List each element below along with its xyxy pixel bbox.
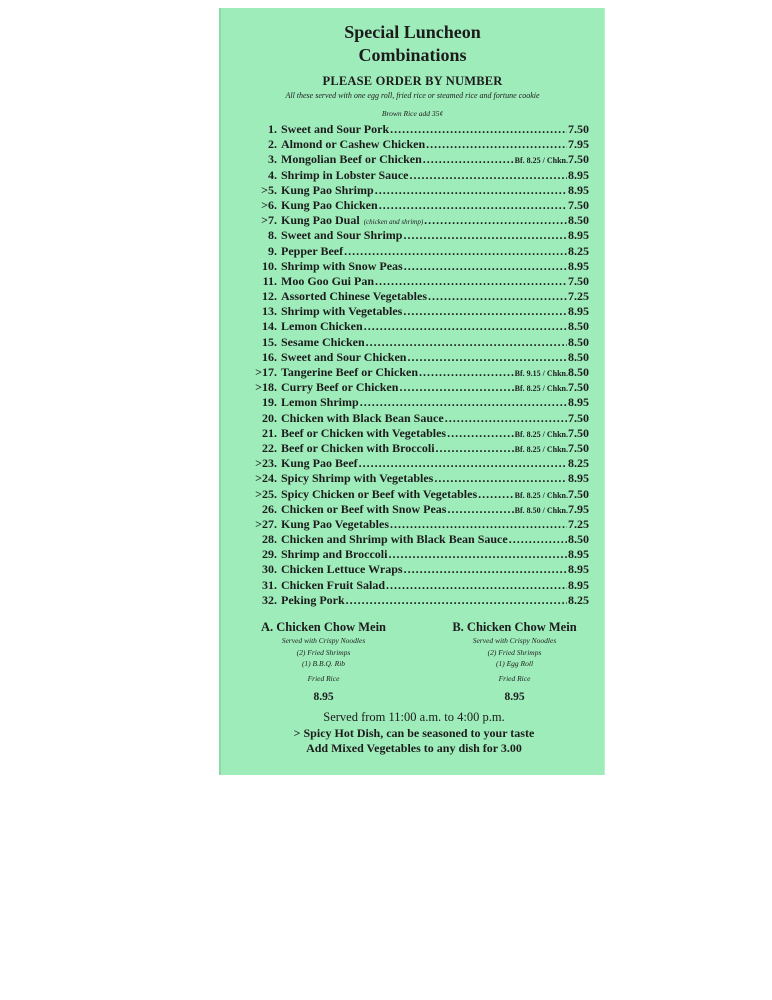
item-name-text: Sesame Chicken — [281, 334, 365, 349]
item-name-text: Peking Pork — [281, 592, 345, 607]
combo-title: A. Chicken Chow Mein — [260, 620, 386, 634]
menu-item — [247, 289, 589, 304]
brown-rice-note: Brown Rice add 35¢ — [381, 109, 444, 118]
item-name — [281, 517, 389, 532]
item-name-text: Sweet and Sour Pork — [281, 122, 390, 136]
item-number: 30. — [262, 562, 277, 577]
item-price: 8.50 — [568, 365, 589, 379]
item-price: 7.25 — [568, 516, 589, 531]
item-number: >24. — [255, 471, 277, 486]
menu-item — [247, 593, 589, 608]
item-number: 4. — [268, 167, 277, 182]
leader-dots — [390, 517, 567, 532]
menu-item — [247, 441, 589, 456]
item-price: 8.95 — [568, 182, 589, 197]
item-name — [281, 380, 398, 395]
leader-dots — [447, 502, 513, 517]
menu-item — [247, 487, 589, 502]
item-name — [281, 532, 508, 547]
item-name-text: Assorted Chinese Vegetables — [281, 289, 427, 304]
item-name-text: Lemon Shrimp — [281, 395, 359, 410]
item-number: >17. — [255, 365, 277, 379]
menu-item — [247, 137, 589, 152]
leader-dots — [404, 259, 567, 274]
item-name-text: Kung Pao Shrimp — [281, 182, 374, 197]
leader-dots — [375, 183, 567, 198]
leader-dots — [447, 426, 514, 441]
item-name-text: Moo Goo Gui Pan — [281, 273, 375, 288]
item-name — [281, 137, 425, 152]
leader-dots — [409, 168, 567, 183]
menu-item — [247, 228, 589, 243]
item-name — [281, 471, 433, 486]
combo-rice: Fried Rice — [498, 673, 531, 683]
item-price: 7.95 — [568, 137, 589, 152]
menu-item — [247, 350, 589, 365]
item-name-text: Shrimp in Lobster Sauce — [281, 167, 409, 182]
item-price: 8.95 — [568, 577, 589, 592]
menu-item — [247, 198, 589, 213]
item-name — [281, 335, 365, 350]
item-name — [281, 274, 374, 289]
item-name-text: Curry Beef or Chicken — [281, 380, 399, 395]
item-price: 7.50 — [568, 380, 589, 395]
item-price: 8.95 — [568, 304, 589, 319]
menu-item — [247, 213, 589, 228]
beef-price-label: Bf. 8.25 / Chkn. — [514, 156, 568, 166]
item-number: 22. — [262, 440, 277, 455]
combo-price: 8.95 — [313, 690, 334, 703]
item-price: 8.95 — [568, 471, 589, 486]
spicy-note: > Spicy Hot Dish, can be seasoned to your taste — [293, 726, 535, 740]
combo-line: (1) Egg Roll — [495, 659, 534, 668]
item-price: 8.50 — [568, 349, 589, 364]
item-price: 7.50 — [568, 410, 589, 425]
item-name-text: Spicy Chicken or Beef with Vegetables — [281, 486, 478, 501]
item-number: 16. — [262, 349, 277, 364]
item-price: 7.50 — [568, 425, 589, 440]
leader-dots — [386, 578, 567, 593]
item-number: >7. — [261, 213, 277, 228]
leader-dots — [509, 532, 567, 547]
item-name — [281, 578, 385, 593]
item-subtitle: (chicken and shrimp) — [363, 218, 424, 227]
leader-dots — [399, 380, 513, 395]
item-name-text: Sweet and Sour Chicken — [281, 349, 407, 364]
item-name-text: Shrimp with Snow Peas — [281, 258, 403, 273]
item-price: 8.95 — [568, 562, 589, 577]
leader-dots — [445, 411, 567, 426]
menu-item — [247, 259, 589, 274]
beef-price-label: Bf. 9.15 / Chkn. — [514, 369, 568, 378]
leader-dots — [434, 471, 567, 486]
item-price: 8.95 — [568, 258, 589, 273]
item-number: 20. — [262, 410, 277, 425]
item-name — [281, 456, 358, 471]
item-number: >18. — [255, 380, 277, 395]
item-price: 7.95 — [568, 501, 589, 516]
item-name — [281, 395, 359, 410]
item-name — [281, 168, 408, 183]
item-name — [281, 122, 389, 137]
menu-item — [247, 122, 589, 137]
beef-price-label: Bf. 8.25 / Chkn. — [514, 444, 568, 454]
order-instruction: PLEASE ORDER BY NUMBER — [322, 74, 503, 88]
item-name — [281, 502, 446, 517]
item-price: 7.50 — [568, 440, 589, 455]
menu-item — [247, 319, 589, 334]
item-price: 8.50 — [568, 532, 589, 547]
menu-title-line2: Combinations — [358, 45, 467, 65]
item-number: 29. — [262, 547, 277, 562]
item-number: 9. — [268, 243, 277, 258]
item-price: 8.95 — [568, 547, 589, 562]
combo-section — [221, 620, 607, 703]
leader-dots — [379, 198, 567, 213]
item-name-text: Mongolian Beef or Chicken — [281, 152, 422, 167]
item-name-text: Chicken and Shrimp with Black Bean Sauce — [281, 532, 508, 547]
menu-item — [247, 471, 589, 486]
item-price: 8.25 — [568, 592, 589, 607]
item-name — [281, 441, 435, 456]
menu-page — [219, 8, 605, 775]
item-name — [281, 547, 387, 562]
beef-price-label: Bf. 8.50 / Chkn. — [514, 505, 568, 515]
combo-line: Served with Crispy Noodles — [281, 636, 366, 645]
item-number: >6. — [261, 197, 277, 212]
item-name — [281, 198, 378, 213]
leader-dots — [390, 122, 567, 137]
item-price: 7.50 — [568, 122, 589, 136]
served-with-note: All these served with one egg roll, fried rice or steamed rice and fortune cookie — [285, 91, 540, 100]
leader-dots — [436, 441, 514, 456]
menu-item — [247, 547, 589, 562]
item-number: 10. — [262, 258, 277, 273]
menu-item — [247, 517, 589, 532]
item-number: 1. — [268, 122, 277, 136]
menu-item — [247, 456, 589, 471]
item-number: >23. — [255, 456, 277, 471]
item-number: >25. — [255, 486, 277, 501]
item-number: 32. — [262, 592, 277, 607]
item-name — [281, 350, 406, 365]
item-price: 8.50 — [568, 319, 589, 334]
leader-dots — [424, 213, 567, 228]
item-name — [281, 228, 402, 243]
combo-line: (2) Fried Shrimps — [296, 647, 351, 657]
menu-item — [247, 365, 589, 380]
item-name — [281, 244, 343, 259]
leader-dots — [375, 274, 567, 289]
item-name-text: Chicken or Beef with Snow Peas — [281, 501, 447, 516]
item-name-text: Lemon Chicken — [281, 319, 363, 334]
combo-title: B. Chicken Chow Mein — [452, 620, 577, 634]
item-name — [281, 289, 427, 304]
menu-item — [247, 395, 589, 410]
item-name — [281, 365, 418, 380]
item-name — [281, 487, 477, 502]
item-name-text: Tangerine Beef or Chicken — [281, 365, 418, 379]
item-name-text: Kung Pao Beef — [281, 456, 358, 471]
item-price: 8.50 — [568, 213, 589, 228]
combo-a — [221, 620, 414, 703]
item-name-text: Chicken Fruit Salad — [281, 577, 386, 592]
item-price: 8.25 — [568, 456, 589, 471]
item-number: 31. — [262, 577, 277, 592]
item-number: 15. — [262, 334, 277, 349]
item-number: >27. — [255, 516, 277, 531]
leader-dots — [366, 335, 567, 350]
item-number: 11. — [262, 273, 277, 288]
item-price: 7.50 — [568, 273, 589, 288]
menu-item — [247, 168, 589, 183]
item-name-text: Shrimp with Vegetables — [281, 304, 403, 319]
item-name — [281, 426, 446, 441]
item-price: 8.95 — [568, 395, 589, 410]
item-name-text: Chicken Lettuce Wraps — [281, 562, 403, 577]
item-number: >5. — [261, 182, 277, 197]
menu-item — [247, 426, 589, 441]
leader-dots — [426, 137, 567, 152]
menu-item — [247, 532, 589, 547]
item-name-text: Chicken with Black Bean Sauce — [281, 410, 444, 425]
item-price: 8.50 — [568, 334, 589, 349]
menu-item — [247, 183, 589, 198]
served-hours: Served from 11:00 a.m. to 4:00 p.m. — [323, 710, 505, 724]
item-number: 8. — [268, 228, 277, 243]
combo-line: Served with Crispy Noodles — [472, 636, 557, 645]
item-price: 7.50 — [568, 152, 589, 167]
combo-line: (2) Fried Shrimps — [487, 647, 542, 657]
item-number: 3. — [268, 152, 277, 167]
combo-price: 8.95 — [504, 690, 525, 703]
item-number: 12. — [262, 289, 277, 304]
menu-item — [247, 578, 589, 593]
leader-dots — [388, 547, 567, 562]
leader-dots — [403, 228, 567, 243]
item-name-text: Beef or Chicken with Vegetables — [281, 425, 447, 440]
menu-item — [247, 380, 589, 395]
item-name — [281, 304, 402, 319]
item-name-text: Pepper Beef — [281, 243, 344, 258]
item-name — [281, 319, 363, 334]
menu-item — [247, 502, 589, 517]
item-price: 8.95 — [568, 167, 589, 182]
item-number: 21. — [262, 425, 277, 440]
item-name-text: Kung Pao Chicken — [281, 197, 378, 212]
menu-item-list — [247, 122, 589, 608]
menu-item — [247, 274, 589, 289]
item-number: 19. — [262, 395, 277, 410]
item-price: 8.25 — [568, 243, 589, 258]
leader-dots — [423, 152, 514, 167]
combo-line: (1) B.B.Q. Rib — [301, 659, 346, 668]
leader-dots — [407, 350, 567, 365]
item-number: 26. — [262, 501, 277, 516]
menu-item — [247, 411, 589, 426]
item-price: 7.25 — [568, 289, 589, 304]
item-name-text: Kung Pao Vegetables — [281, 516, 390, 531]
item-name — [281, 183, 374, 198]
menu-item — [247, 152, 589, 167]
item-name-text: Spicy Shrimp with Vegetables — [281, 471, 434, 486]
combo-rice: Fried Rice — [307, 673, 340, 683]
item-name — [281, 152, 422, 167]
item-name — [281, 411, 444, 426]
item-name-text: Shrimp and Broccoli — [281, 547, 388, 562]
item-name-text: Beef or Chicken with Broccoli — [281, 440, 435, 455]
menu-item — [247, 335, 589, 350]
leader-dots — [344, 244, 567, 259]
item-number: 2. — [268, 137, 277, 152]
item-name — [281, 593, 345, 608]
item-number: 28. — [262, 532, 277, 547]
beef-price-label: Bf. 8.25 / Chkn. — [514, 490, 568, 500]
menu-item — [247, 244, 589, 259]
leader-dots — [364, 319, 567, 334]
leader-dots — [346, 593, 567, 608]
leader-dots — [419, 365, 514, 380]
beef-price-label: Bf. 8.25 / Chkn. — [514, 384, 568, 394]
menu-item — [247, 304, 589, 319]
item-name — [281, 213, 423, 228]
leader-dots — [359, 456, 567, 471]
beef-price-label: Bf. 8.25 / Chkn. — [514, 429, 568, 439]
item-name-text: Kung Pao Dual — [281, 213, 360, 228]
leader-dots — [403, 304, 567, 319]
item-name — [281, 259, 403, 274]
item-price: 8.95 — [568, 228, 589, 243]
item-price: 7.50 — [568, 197, 589, 212]
item-name — [281, 562, 403, 577]
item-name-text: Almond or Cashew Chicken — [281, 137, 426, 152]
item-number: 14. — [262, 319, 277, 334]
leader-dots — [428, 289, 567, 304]
leader-dots — [360, 395, 567, 410]
menu-title-line1: Special Luncheon — [344, 22, 481, 42]
combo-b — [414, 620, 607, 703]
leader-dots — [478, 487, 514, 502]
item-number: 13. — [262, 304, 277, 319]
mixed-vegetables-note: Add Mixed Vegetables to any dish for 3.00 — [306, 741, 522, 755]
leader-dots — [404, 562, 567, 577]
item-name-text: Sweet and Sour Shrimp — [281, 228, 403, 243]
menu-item — [247, 562, 589, 577]
item-price: 7.50 — [568, 486, 589, 501]
